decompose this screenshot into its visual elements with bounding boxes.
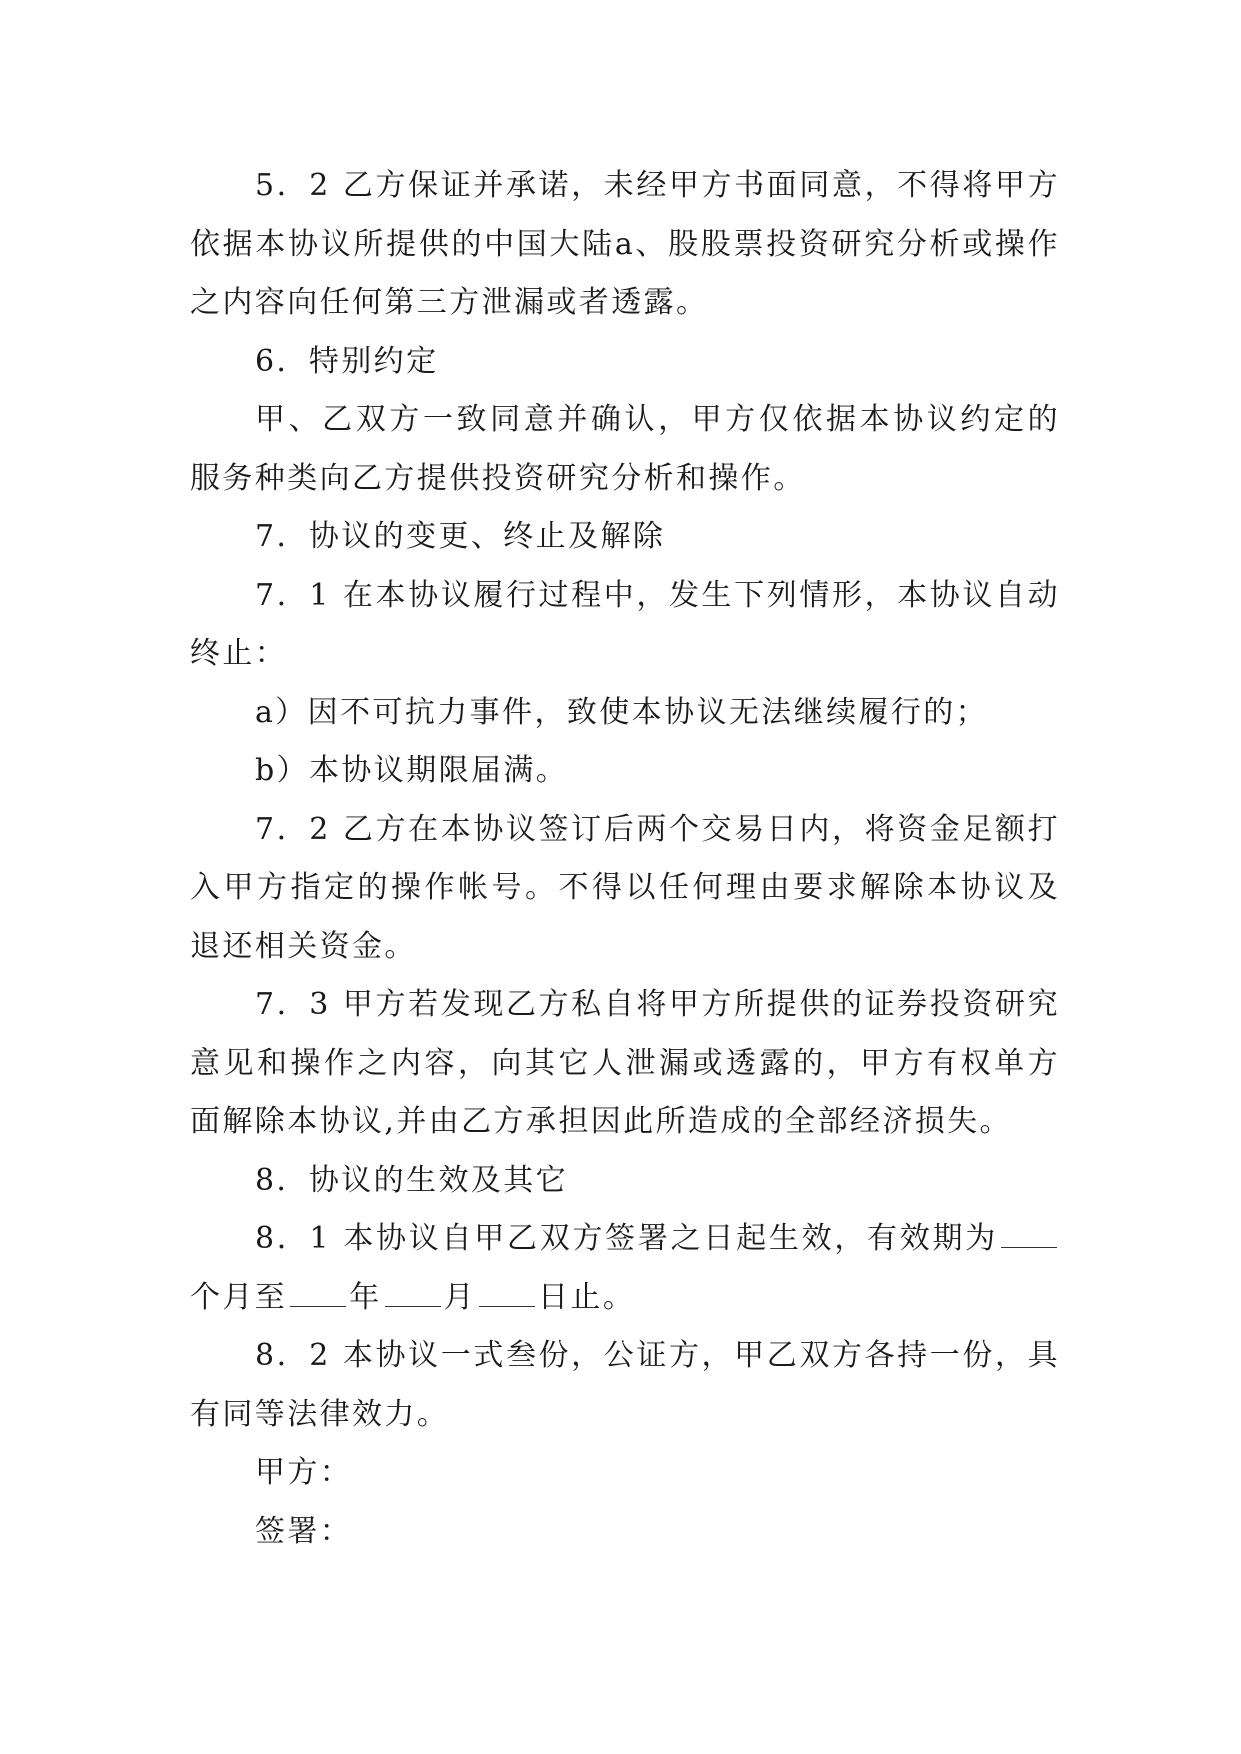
clause-7-3: 7．3 甲方若发现乙方私自将甲方所提供的证券投资研究意见和操作之内容，向其它人泄漏或透露的，甲方有权单方面解除本协议,并由乙方承担因此所造成的全部经济损失。: [190, 987, 1060, 1139]
party-a-label: 甲方：: [255, 1455, 353, 1490]
clause-7-2: 7．2 乙方在本协议签订后两个交易日内，将资金足额打入甲方指定的操作帐号。不得以任何理由要求解除本协议及退还相关资金。: [190, 811, 1060, 964]
section-7-heading: 7．协议的变更、终止及解除: [255, 519, 666, 554]
year-label: 年: [349, 1279, 382, 1315]
signature-label: 签署：: [255, 1513, 353, 1549]
clause-8-1-months-until: 个月至: [190, 1279, 288, 1315]
term-months-blank[interactable]: [1001, 1223, 1057, 1248]
end-month-blank[interactable]: [385, 1282, 441, 1307]
clause-8-1: [190, 1210, 1060, 1327]
day-end-label: 日止。: [538, 1279, 636, 1315]
clause-7-1-a: a）因不可抗力事件，致使本协议无法继续履行的；: [255, 694, 989, 730]
clause-8-2: 8．2 本协议一式叁份，公证方，甲乙双方各持一份，具有同等法律效力。: [190, 1338, 1060, 1432]
clause-5-2: 5．2 乙方保证并承诺，未经甲方书面同意，不得将甲方依据本协议所提供的中国大陆a、股股票投资研究分析或操作之内容向任何第三方泄漏或者透露。: [190, 168, 1060, 320]
document-page: [190, 157, 1060, 1561]
end-year-blank[interactable]: [290, 1282, 346, 1307]
month-label: 月: [443, 1279, 477, 1315]
end-day-blank[interactable]: [479, 1282, 535, 1307]
clause-7-1: 7．1 在本协议履行过程中，发生下列情形，本协议自动终止：: [190, 577, 1060, 671]
clause-7-1-b: b）本协议期限届满。: [255, 753, 569, 788]
special-agreement-text: 甲、乙双方一致同意并确认，甲方仅依据本协议约定的服务种类向乙方提供投资研究分析和操作。: [190, 402, 1060, 496]
clause-8-1-text-start: 8．1 本协议自甲乙双方签署之日起生效，有效期为: [255, 1221, 998, 1256]
section-6-heading: 6．特别约定: [255, 343, 439, 379]
section-8-heading: 8．协议的生效及其它: [255, 1162, 569, 1198]
